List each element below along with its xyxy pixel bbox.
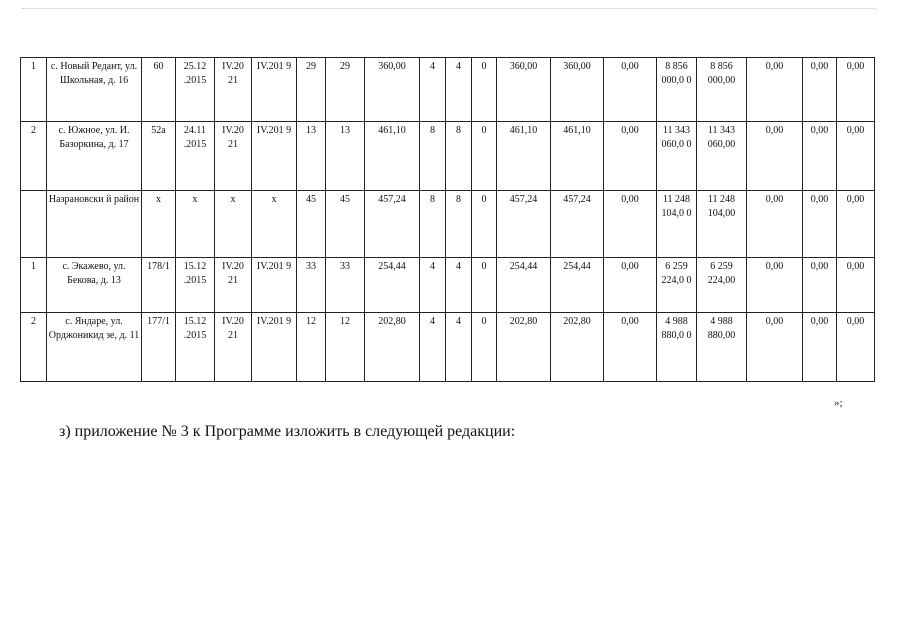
cell-c19: 0,00 xyxy=(803,313,837,382)
table-row-district xyxy=(21,191,875,258)
cell-c15: 0,00 xyxy=(604,191,657,258)
cell-doc-no: 177/1 xyxy=(142,313,176,382)
cell-end: IV.201 9 xyxy=(252,58,297,122)
cell-area: 461,10 xyxy=(365,122,420,191)
cell-c11: 8 xyxy=(446,191,472,258)
cell-c7: 29 xyxy=(297,58,326,122)
cell-c12: 0 xyxy=(472,258,497,313)
cell-c15: 0,00 xyxy=(604,258,657,313)
cell-end: IV.201 9 xyxy=(252,258,297,313)
cell-c15: 0,00 xyxy=(604,313,657,382)
cell-c14: 457,24 xyxy=(551,191,604,258)
cell-c11: 4 xyxy=(446,58,472,122)
cell-c17: 11 343 060,00 xyxy=(697,122,747,191)
table-row xyxy=(21,58,875,122)
table-row xyxy=(21,258,875,313)
cell-c20: 0,00 xyxy=(837,313,875,382)
cell-c10: 8 xyxy=(420,122,446,191)
cell-c12: 0 xyxy=(472,58,497,122)
cell-c13: 461,10 xyxy=(497,122,551,191)
closing-quote-mark: »; xyxy=(834,397,843,409)
cell-area: 202,80 xyxy=(365,313,420,382)
cell-c18: 0,00 xyxy=(747,313,803,382)
cell-c17: 11 248 104,00 xyxy=(697,191,747,258)
cell-doc-no: 178/1 xyxy=(142,258,176,313)
cell-doc-date: 25.12 .2015 xyxy=(176,58,215,122)
cell-area: 254,44 xyxy=(365,258,420,313)
cell-c16: 6 259 224,0 0 xyxy=(657,258,697,313)
cell-no: 2 xyxy=(21,313,47,382)
cell-start: IV.20 21 xyxy=(215,58,252,122)
cell-c18: 0,00 xyxy=(747,258,803,313)
cell-address: с. Южное, ул. И. Базоркина, д. 17 xyxy=(47,122,142,191)
cell-c8: 12 xyxy=(326,313,365,382)
housing-table xyxy=(20,57,875,382)
cell-c18: 0,00 xyxy=(747,58,803,122)
cell-end: IV.201 9 xyxy=(252,313,297,382)
cell-c13: 360,00 xyxy=(497,58,551,122)
cell-c11: 4 xyxy=(446,258,472,313)
cell-doc-no: х xyxy=(142,191,176,258)
cell-end: х xyxy=(252,191,297,258)
cell-c15: 0,00 xyxy=(604,58,657,122)
cell-c20: 0,00 xyxy=(837,122,875,191)
cell-c17: 8 856 000,00 xyxy=(697,58,747,122)
cell-c14: 461,10 xyxy=(551,122,604,191)
cell-no: 1 xyxy=(21,58,47,122)
cell-c7: 33 xyxy=(297,258,326,313)
cell-c14: 360,00 xyxy=(551,58,604,122)
cell-c17: 4 988 880,00 xyxy=(697,313,747,382)
cell-c7: 45 xyxy=(297,191,326,258)
cell-address: с. Яндаре, ул. Орджоникид зе, д. 11 xyxy=(47,313,142,382)
cell-c10: 4 xyxy=(420,313,446,382)
cell-start: IV.20 21 xyxy=(215,313,252,382)
cell-c18: 0,00 xyxy=(747,122,803,191)
cell-c16: 4 988 880,0 0 xyxy=(657,313,697,382)
cell-c10: 4 xyxy=(420,58,446,122)
top-dotted-rule xyxy=(22,8,876,9)
cell-c12: 0 xyxy=(472,191,497,258)
cell-c15: 0,00 xyxy=(604,122,657,191)
cell-c10: 8 xyxy=(420,191,446,258)
cell-c14: 202,80 xyxy=(551,313,604,382)
cell-address: Назрановски й район xyxy=(47,191,142,258)
cell-c11: 8 xyxy=(446,122,472,191)
cell-c19: 0,00 xyxy=(803,191,837,258)
cell-start: IV.20 21 xyxy=(215,122,252,191)
cell-doc-no: 60 xyxy=(142,58,176,122)
cell-c16: 11 248 104,0 0 xyxy=(657,191,697,258)
cell-doc-no: 52а xyxy=(142,122,176,191)
cell-c17: 6 259 224,00 xyxy=(697,258,747,313)
cell-start: х xyxy=(215,191,252,258)
cell-c13: 457,24 xyxy=(497,191,551,258)
cell-c12: 0 xyxy=(472,122,497,191)
cell-c16: 11 343 060,0 0 xyxy=(657,122,697,191)
cell-address: с. Экажево, ул. Бекова, д. 13 xyxy=(47,258,142,313)
cell-c13: 254,44 xyxy=(497,258,551,313)
cell-end: IV.201 9 xyxy=(252,122,297,191)
cell-doc-date: 15.12 .2015 xyxy=(176,313,215,382)
cell-c7: 13 xyxy=(297,122,326,191)
cell-c19: 0,00 xyxy=(803,258,837,313)
cell-doc-date: 15.12 .2015 xyxy=(176,258,215,313)
cell-c16: 8 856 000,0 0 xyxy=(657,58,697,122)
amendment-paragraph: з) приложение № 3 к Программе изложить в следующей редакции: xyxy=(59,423,516,440)
housing-table-wrapper xyxy=(20,57,875,382)
cell-doc-date: 24.11 .2015 xyxy=(176,122,215,191)
cell-c20: 0,00 xyxy=(837,258,875,313)
cell-c19: 0,00 xyxy=(803,58,837,122)
cell-c12: 0 xyxy=(472,313,497,382)
cell-c20: 0,00 xyxy=(837,191,875,258)
table-row xyxy=(21,122,875,191)
cell-c8: 13 xyxy=(326,122,365,191)
cell-area: 457,24 xyxy=(365,191,420,258)
table-row xyxy=(21,313,875,382)
cell-no xyxy=(21,191,47,258)
cell-c10: 4 xyxy=(420,258,446,313)
cell-c20: 0,00 xyxy=(837,58,875,122)
cell-no: 2 xyxy=(21,122,47,191)
cell-c19: 0,00 xyxy=(803,122,837,191)
cell-c7: 12 xyxy=(297,313,326,382)
cell-c14: 254,44 xyxy=(551,258,604,313)
cell-no: 1 xyxy=(21,258,47,313)
cell-area: 360,00 xyxy=(365,58,420,122)
cell-c8: 45 xyxy=(326,191,365,258)
cell-c11: 4 xyxy=(446,313,472,382)
cell-start: IV.20 21 xyxy=(215,258,252,313)
cell-c8: 29 xyxy=(326,58,365,122)
cell-c18: 0,00 xyxy=(747,191,803,258)
cell-doc-date: х xyxy=(176,191,215,258)
cell-c13: 202,80 xyxy=(497,313,551,382)
cell-address: с. Новый Редант, ул. Школьная, д. 16 xyxy=(47,58,142,122)
cell-c8: 33 xyxy=(326,258,365,313)
